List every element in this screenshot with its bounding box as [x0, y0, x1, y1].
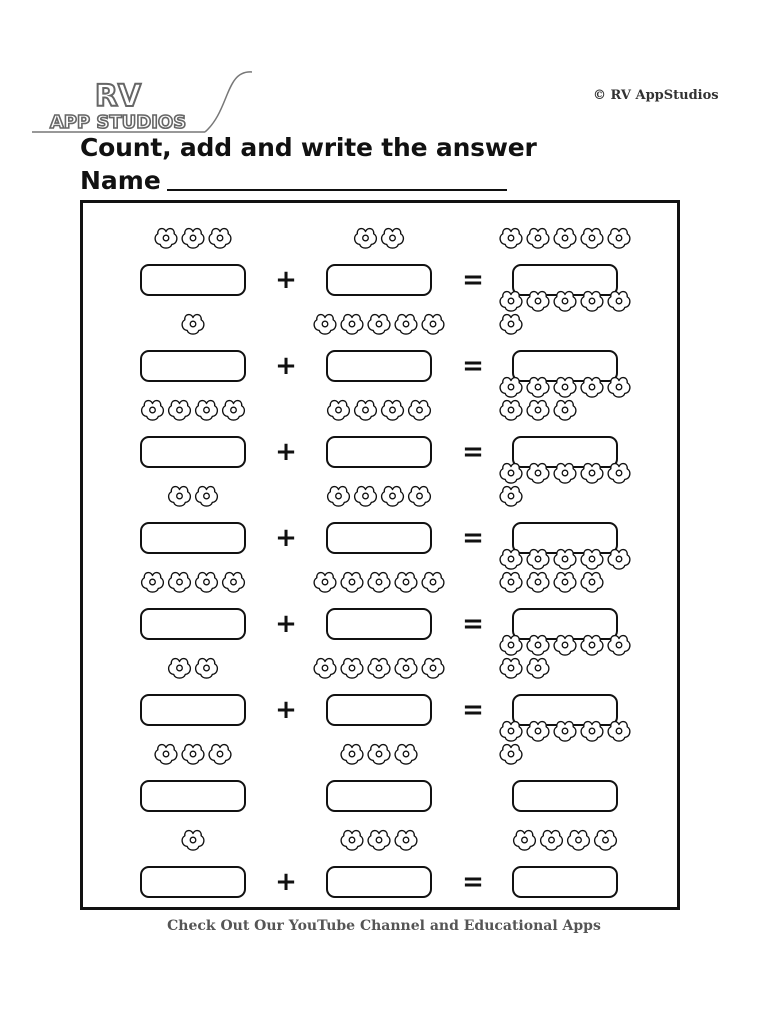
worksheet-title: Count, add and write the answer: [80, 133, 537, 162]
name-row: [80, 166, 507, 195]
left-answer-box[interactable]: [141, 695, 245, 725]
equals-sign: =: [462, 351, 484, 381]
left-addend-flowers: [155, 229, 231, 248]
left-answer-box[interactable]: [141, 265, 245, 295]
logo-rv-text: RV: [94, 79, 142, 114]
plus-sign: +: [275, 523, 297, 553]
left-answer-box[interactable]: [141, 781, 245, 811]
plus-sign: +: [275, 695, 297, 725]
copyright-text: © RV AppStudios: [593, 88, 719, 103]
sum-answer-box[interactable]: [513, 265, 617, 295]
equals-sign: =: [462, 265, 484, 295]
equals-sign: =: [462, 867, 484, 897]
logo-app-studios-text: APP STUDIOS: [49, 112, 187, 133]
logo-swoosh: [205, 72, 252, 132]
left-addend-flowers: [155, 745, 231, 764]
equals-sign: =: [462, 609, 484, 639]
right-answer-box[interactable]: [327, 781, 431, 811]
plus-sign: +: [275, 351, 297, 381]
equals-sign: =: [462, 523, 484, 553]
right-addend-flowers: [341, 831, 417, 850]
sum-answer-box[interactable]: [513, 351, 617, 381]
left-answer-box[interactable]: [141, 609, 245, 639]
right-answer-box[interactable]: [327, 523, 431, 553]
right-answer-box[interactable]: [327, 437, 431, 467]
plus-sign: +: [275, 867, 297, 897]
plus-sign: +: [275, 265, 297, 295]
rv-app-studios-logo: [30, 70, 260, 135]
sum-answer-box[interactable]: [513, 609, 617, 639]
worksheet-frame: [80, 200, 680, 910]
sum-answer-box[interactable]: [513, 781, 617, 811]
sum-answer-box[interactable]: [513, 867, 617, 897]
left-answer-box[interactable]: [141, 523, 245, 553]
right-answer-box[interactable]: [327, 351, 431, 381]
right-addend-flowers: [341, 745, 417, 764]
right-answer-box[interactable]: [327, 609, 431, 639]
sum-answer-box[interactable]: [513, 523, 617, 553]
left-answer-box[interactable]: [141, 437, 245, 467]
sum-answer-box[interactable]: [513, 695, 617, 725]
right-answer-box[interactable]: [327, 265, 431, 295]
name-line[interactable]: [167, 189, 507, 191]
sum-answer-box[interactable]: [513, 437, 617, 467]
name-label: Name: [80, 166, 161, 195]
right-answer-box[interactable]: [327, 695, 431, 725]
equals-sign: =: [462, 695, 484, 725]
plus-sign: +: [275, 609, 297, 639]
right-answer-box[interactable]: [327, 867, 431, 897]
equals-sign: =: [462, 437, 484, 467]
left-answer-box[interactable]: [141, 351, 245, 381]
plus-sign: +: [275, 437, 297, 467]
footer-text: Check Out Our YouTube Channel and Educational Apps: [167, 918, 601, 934]
left-answer-box[interactable]: [141, 867, 245, 897]
